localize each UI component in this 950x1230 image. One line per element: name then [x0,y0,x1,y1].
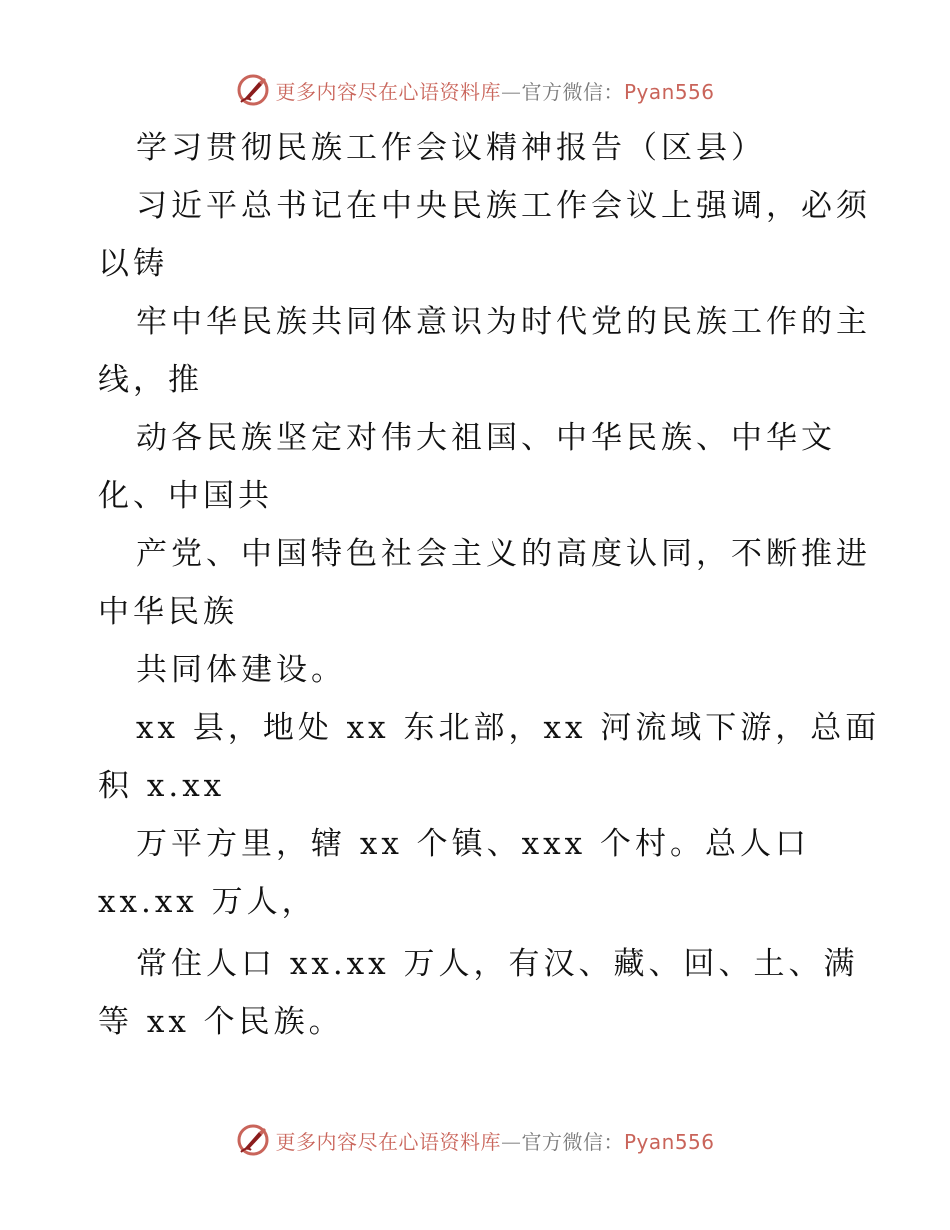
footer-watermark [0,1120,950,1160]
header-watermark [0,70,950,110]
watermark-main-text: 更多内容尽在心语资料库 [275,79,501,104]
paragraph-line: 积 x.xx [98,768,226,804]
watermark-main-text: 更多内容尽在心语资料库 [275,1129,501,1154]
paragraph-line: xx.xx 万人， [98,884,317,920]
watermark-dash: — [500,1129,522,1154]
pen-logo-icon [235,72,271,108]
paragraph-line: 习近平总书记在中央民族工作会议上强调，必须 [136,188,871,224]
paragraph-line: 牢中华民族共同体意识为时代党的民族工作的主 [136,304,871,340]
paragraph-line: 动各民族坚定对伟大祖国、中华民族、中华文 [136,420,836,456]
paragraph-line: 常住人口 xx.xx 万人，有汉、藏、回、土、满 [136,946,859,982]
paragraph-line: 以铸 [98,246,168,282]
paragraph-line: 中华民族 [98,594,238,630]
paragraph-line: 等 xx 个民族。 [98,1004,344,1040]
document-title: 学习贯彻民族工作会议精神报告（区县） [136,130,766,166]
watermark-dash: — [500,79,522,104]
watermark-wechat-id: Pyan556 [623,79,715,104]
paragraph-line: 线，推 [98,362,203,398]
watermark-wechat-label: 官方微信： [521,79,624,104]
watermark-wechat-label: 官方微信： [521,1129,624,1154]
watermark-wechat-id: Pyan556 [623,1129,715,1154]
paragraph-line: 共同体建设。 [136,652,346,688]
paragraph-line: 化、中国共 [98,478,273,514]
pen-logo-icon [235,1122,271,1158]
paragraph-line: xx 县，地处 xx 东北部，xx 河流域下游，总面 [136,710,881,746]
paragraph-line: 产党、中国特色社会主义的高度认同，不断推进 [136,536,871,572]
paragraph-line: 万平方里，辖 xx 个镇、xxx 个村。总人口 [136,826,810,862]
